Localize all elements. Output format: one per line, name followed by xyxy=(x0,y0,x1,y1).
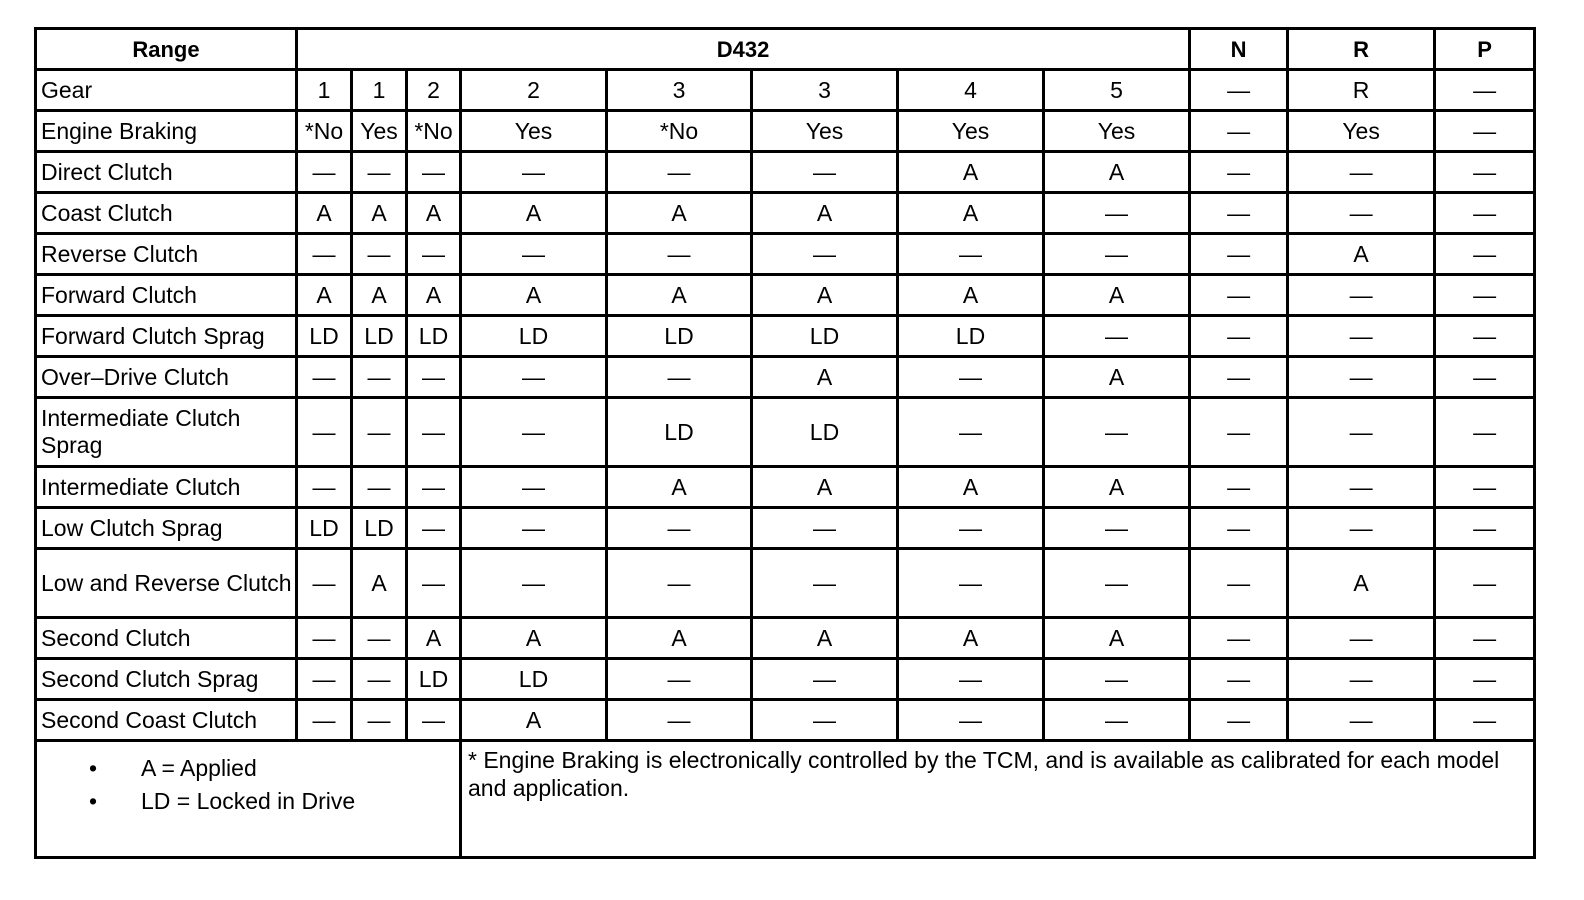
engine-braking-footnote: * Engine Braking is electronically controlled by the TCM, and is available as calibrated for each model and application. xyxy=(468,747,1500,801)
table-cell: — xyxy=(461,234,607,275)
table-cell: A xyxy=(1288,234,1435,275)
table-row xyxy=(36,70,1535,111)
legend-cell xyxy=(36,741,461,858)
range-header-label: Range xyxy=(36,29,297,70)
table-cell: — xyxy=(1190,152,1288,193)
table-cell: — xyxy=(1190,700,1288,741)
table-cell: — xyxy=(1044,549,1190,618)
table-cell: — xyxy=(1190,618,1288,659)
table-row xyxy=(36,275,1535,316)
table-cell: — xyxy=(1435,467,1535,508)
table-cell: — xyxy=(407,549,461,618)
table-cell: — xyxy=(1435,700,1535,741)
table-cell: A xyxy=(461,700,607,741)
table-cell: — xyxy=(1288,398,1435,467)
table-cell: A xyxy=(461,193,607,234)
table-cell: — xyxy=(1288,357,1435,398)
clutch-application-chart xyxy=(34,27,1533,859)
table-cell: — xyxy=(898,357,1044,398)
table-cell: A xyxy=(607,275,752,316)
table-cell: — xyxy=(297,357,352,398)
table-cell: — xyxy=(407,152,461,193)
table-cell: A xyxy=(607,618,752,659)
table-body xyxy=(36,70,1535,741)
table-cell: — xyxy=(898,508,1044,549)
table-cell: — xyxy=(407,398,461,467)
table-cell: A xyxy=(752,275,898,316)
table-cell: — xyxy=(407,700,461,741)
table-cell: A xyxy=(607,467,752,508)
note-cell xyxy=(461,741,1535,858)
table-cell: Yes xyxy=(752,111,898,152)
table-cell: A xyxy=(1044,618,1190,659)
table-cell: A xyxy=(1044,357,1190,398)
table-cell: — xyxy=(1190,70,1288,111)
table-row xyxy=(36,193,1535,234)
table-cell: — xyxy=(407,234,461,275)
table-cell: — xyxy=(1190,659,1288,700)
table-cell: LD xyxy=(607,316,752,357)
table-cell: — xyxy=(1190,275,1288,316)
range-header-r: R xyxy=(1288,29,1435,70)
table-cell: — xyxy=(1190,234,1288,275)
table-cell: — xyxy=(1190,467,1288,508)
row-label: Low Clutch Sprag xyxy=(36,508,297,549)
table-cell: — xyxy=(898,398,1044,467)
table-cell: — xyxy=(1044,659,1190,700)
table-cell: — xyxy=(1190,193,1288,234)
table-cell: LD xyxy=(352,316,407,357)
table-cell: A xyxy=(752,357,898,398)
table-cell: A xyxy=(352,549,407,618)
table-cell: — xyxy=(1044,398,1190,467)
table-cell: — xyxy=(898,659,1044,700)
table-row xyxy=(36,234,1535,275)
range-header-row xyxy=(36,29,1535,70)
table-cell: 5 xyxy=(1044,70,1190,111)
table-cell: — xyxy=(607,659,752,700)
row-label: Intermediate Clutch Sprag xyxy=(36,398,297,467)
table-cell: Yes xyxy=(461,111,607,152)
table-cell: A xyxy=(752,467,898,508)
row-label: Intermediate Clutch xyxy=(36,467,297,508)
range-header-d432: D432 xyxy=(297,29,1190,70)
table-cell: — xyxy=(352,234,407,275)
table-cell: A xyxy=(297,275,352,316)
table-cell: — xyxy=(607,700,752,741)
row-label: Engine Braking xyxy=(36,111,297,152)
table-cell: A xyxy=(1044,152,1190,193)
table-cell: — xyxy=(1435,549,1535,618)
table-cell: 2 xyxy=(461,70,607,111)
table-cell: — xyxy=(1435,275,1535,316)
table-cell: LD xyxy=(352,508,407,549)
legend-item-label: A = Applied xyxy=(141,755,257,781)
table-cell: A xyxy=(1044,467,1190,508)
table-cell: A xyxy=(461,618,607,659)
row-label: Low and Reverse Clutch xyxy=(36,549,297,618)
table-cell: — xyxy=(1288,152,1435,193)
table-cell: A xyxy=(1044,275,1190,316)
legend-item-label: LD = Locked in Drive xyxy=(141,788,356,814)
table-cell: A xyxy=(752,193,898,234)
table-cell: *No xyxy=(297,111,352,152)
table-cell: A xyxy=(898,467,1044,508)
row-label: Forward Clutch xyxy=(36,275,297,316)
table-cell: — xyxy=(752,700,898,741)
table-cell: — xyxy=(461,508,607,549)
table-cell: — xyxy=(297,467,352,508)
table-cell: — xyxy=(1288,659,1435,700)
table-cell: — xyxy=(1435,234,1535,275)
table-cell: — xyxy=(297,618,352,659)
table-cell: — xyxy=(352,659,407,700)
table-cell: A xyxy=(407,193,461,234)
table-cell: LD xyxy=(461,316,607,357)
table-row xyxy=(36,111,1535,152)
table-row xyxy=(36,357,1535,398)
table-cell: — xyxy=(297,234,352,275)
table-cell: — xyxy=(352,152,407,193)
table-cell: A xyxy=(752,618,898,659)
table-cell: — xyxy=(752,508,898,549)
table-cell: — xyxy=(607,508,752,549)
row-label: Second Coast Clutch xyxy=(36,700,297,741)
table-cell: — xyxy=(297,700,352,741)
table-cell: — xyxy=(297,659,352,700)
table-cell: A xyxy=(898,152,1044,193)
bullet-icon: • xyxy=(89,788,98,814)
table-cell: LD xyxy=(407,659,461,700)
table-cell: A xyxy=(461,275,607,316)
legend-item-applied xyxy=(89,752,459,785)
table-cell: — xyxy=(607,152,752,193)
table-cell: — xyxy=(1190,316,1288,357)
table-cell: — xyxy=(1044,508,1190,549)
table-cell: A xyxy=(352,275,407,316)
bullet-icon: • xyxy=(89,755,98,781)
legend-list xyxy=(37,752,459,818)
table-cell: *No xyxy=(407,111,461,152)
table-cell: — xyxy=(1435,111,1535,152)
table-cell: — xyxy=(898,549,1044,618)
table-cell: Yes xyxy=(1044,111,1190,152)
table-cell: — xyxy=(607,549,752,618)
table-cell: — xyxy=(352,357,407,398)
table-cell: 2 xyxy=(407,70,461,111)
row-label: Reverse Clutch xyxy=(36,234,297,275)
table-cell: — xyxy=(752,234,898,275)
table-cell: LD xyxy=(461,659,607,700)
table-cell: — xyxy=(297,398,352,467)
row-label: Second Clutch Sprag xyxy=(36,659,297,700)
table-cell: — xyxy=(1044,193,1190,234)
range-header-n: N xyxy=(1190,29,1288,70)
table-cell: — xyxy=(1288,275,1435,316)
table-cell: LD xyxy=(607,398,752,467)
table-cell: — xyxy=(1435,659,1535,700)
table-cell: 1 xyxy=(352,70,407,111)
table-cell: — xyxy=(898,234,1044,275)
table-cell: A xyxy=(407,275,461,316)
table-row xyxy=(36,152,1535,193)
table-cell: — xyxy=(407,467,461,508)
table-cell: R xyxy=(1288,70,1435,111)
table-cell: LD xyxy=(752,316,898,357)
table-cell: — xyxy=(352,618,407,659)
table-cell: 4 xyxy=(898,70,1044,111)
row-label: Gear xyxy=(36,70,297,111)
table-cell: — xyxy=(407,357,461,398)
table-row xyxy=(36,398,1535,467)
row-label: Coast Clutch xyxy=(36,193,297,234)
table-cell: — xyxy=(297,549,352,618)
table-cell: — xyxy=(1435,193,1535,234)
table-cell: — xyxy=(1190,357,1288,398)
table-row xyxy=(36,467,1535,508)
table-cell: — xyxy=(1288,618,1435,659)
table-cell: — xyxy=(1435,152,1535,193)
table-cell: A xyxy=(352,193,407,234)
table-cell: A xyxy=(407,618,461,659)
table-cell: — xyxy=(1288,316,1435,357)
table-cell: — xyxy=(352,398,407,467)
table-cell: — xyxy=(1044,234,1190,275)
table-cell: LD xyxy=(297,316,352,357)
table-cell: — xyxy=(607,357,752,398)
table-cell: — xyxy=(297,152,352,193)
table-cell: LD xyxy=(407,316,461,357)
clutch-application-table xyxy=(34,27,1536,859)
table-cell: A xyxy=(607,193,752,234)
table-cell: — xyxy=(1190,549,1288,618)
row-label: Forward Clutch Sprag xyxy=(36,316,297,357)
table-cell: A xyxy=(898,618,1044,659)
table-cell: — xyxy=(607,234,752,275)
row-label: Over–Drive Clutch xyxy=(36,357,297,398)
table-row xyxy=(36,618,1535,659)
table-cell: — xyxy=(1435,618,1535,659)
table-cell: — xyxy=(407,508,461,549)
table-cell: — xyxy=(1044,700,1190,741)
table-row xyxy=(36,549,1535,618)
table-cell: — xyxy=(752,152,898,193)
table-cell: — xyxy=(1288,700,1435,741)
legend-item-locked-in-drive xyxy=(89,785,459,818)
table-cell: Yes xyxy=(1288,111,1435,152)
table-cell: LD xyxy=(752,398,898,467)
table-cell: — xyxy=(898,700,1044,741)
table-row xyxy=(36,700,1535,741)
table-cell: — xyxy=(1190,508,1288,549)
footer-row xyxy=(36,741,1535,858)
table-cell: — xyxy=(752,549,898,618)
table-cell: — xyxy=(461,549,607,618)
table-cell: — xyxy=(1044,316,1190,357)
table-cell: 3 xyxy=(752,70,898,111)
row-label: Second Clutch xyxy=(36,618,297,659)
table-cell: — xyxy=(1190,398,1288,467)
table-cell: — xyxy=(1190,111,1288,152)
table-cell: — xyxy=(1288,193,1435,234)
table-cell: — xyxy=(1435,398,1535,467)
table-cell: — xyxy=(1288,508,1435,549)
table-cell: — xyxy=(1435,508,1535,549)
table-cell: *No xyxy=(607,111,752,152)
table-cell: — xyxy=(352,700,407,741)
table-row xyxy=(36,316,1535,357)
table-cell: — xyxy=(1435,70,1535,111)
table-cell: LD xyxy=(297,508,352,549)
table-cell: — xyxy=(352,467,407,508)
table-cell: Yes xyxy=(898,111,1044,152)
table-cell: — xyxy=(1435,316,1535,357)
table-cell: — xyxy=(461,467,607,508)
table-cell: A xyxy=(898,193,1044,234)
table-cell: — xyxy=(461,152,607,193)
table-cell: 3 xyxy=(607,70,752,111)
table-row xyxy=(36,508,1535,549)
table-cell: 1 xyxy=(297,70,352,111)
table-cell: Yes xyxy=(352,111,407,152)
table-cell: A xyxy=(297,193,352,234)
table-cell: A xyxy=(898,275,1044,316)
range-header-p: P xyxy=(1435,29,1535,70)
row-label: Direct Clutch xyxy=(36,152,297,193)
table-cell: — xyxy=(461,398,607,467)
table-cell: — xyxy=(1288,467,1435,508)
table-cell: — xyxy=(461,357,607,398)
table-cell: A xyxy=(1288,549,1435,618)
table-cell: — xyxy=(1435,357,1535,398)
table-cell: — xyxy=(752,659,898,700)
table-row xyxy=(36,659,1535,700)
table-cell: LD xyxy=(898,316,1044,357)
